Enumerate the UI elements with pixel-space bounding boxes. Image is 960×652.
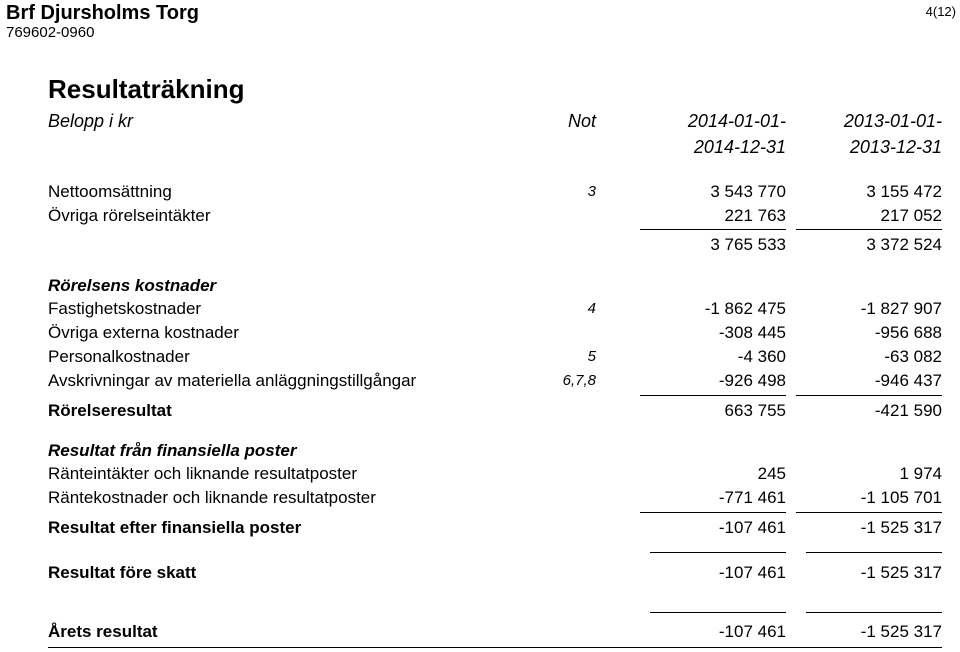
page-title: Resultaträkning <box>48 74 245 104</box>
row-value-2014: -308 445 <box>718 323 786 342</box>
column-header-period-2014 <box>640 108 786 160</box>
row-ovriga-rorelseintakter <box>0 204 960 228</box>
subtotal-line-2014 <box>650 552 786 553</box>
row-label: Nettoomsättning <box>48 182 172 201</box>
row-label: Ränteintäkter och liknande resultatposter <box>48 464 358 483</box>
section-heading: Resultat från finansiella poster <box>48 441 297 460</box>
row-value-2014: -107 461 <box>718 622 786 641</box>
row-arets-resultat <box>0 620 960 644</box>
row-value-2013: 217 052 <box>880 206 942 225</box>
row-value-2014: 245 <box>757 464 786 483</box>
row-value-2013: -1 827 907 <box>860 299 942 318</box>
row-value-2013: -1 525 317 <box>860 563 942 582</box>
row-label: Avskrivningar av materiella anläggningstillgångar <box>48 371 417 390</box>
column-header-amount: Belopp i kr <box>48 111 134 131</box>
row-note: 3 <box>587 183 596 200</box>
row-value-2014: -771 461 <box>718 488 786 507</box>
row-value-2013: -956 688 <box>874 323 942 342</box>
row-value-2014: 663 755 <box>724 401 786 420</box>
subtotal-line-2013 <box>796 512 942 513</box>
row-resultat-fore-skatt <box>0 561 960 585</box>
row-note: 5 <box>587 348 596 365</box>
subtotal-line-2013 <box>796 229 942 230</box>
period-2013-start: 2013-01-01- <box>843 111 942 131</box>
subtotal-line-2014 <box>640 229 786 230</box>
row-fastighetskostnader <box>0 297 960 321</box>
row-value-2014: -926 498 <box>718 371 786 390</box>
row-value-2014: -107 461 <box>718 563 786 582</box>
row-value-2013: 3 155 472 <box>866 182 942 201</box>
row-resultat-efter-finansiella-poster <box>0 516 960 540</box>
bottom-rule <box>48 647 942 648</box>
row-label: Resultat efter finansiella poster <box>48 518 302 537</box>
row-value-2014: -1 862 475 <box>704 299 786 318</box>
section-finansiella-poster <box>0 439 960 463</box>
row-label: Övriga externa kostnader <box>48 323 239 342</box>
company-name: Brf Djursholms Torg <box>6 2 199 24</box>
column-header-note: Not <box>567 111 596 131</box>
row-value-2013: -421 590 <box>874 401 942 420</box>
row-label: Fastighetskostnader <box>48 299 202 318</box>
period-2014-start: 2014-01-01- <box>687 111 786 131</box>
subtotal-line-2013 <box>796 395 942 396</box>
row-value-2014: -4 360 <box>737 347 786 366</box>
row-value-2013: -946 437 <box>874 371 942 390</box>
row-label: Räntekostnader och liknande resultatposter <box>48 488 376 507</box>
row-label: Personalkostnader <box>48 347 190 366</box>
row-value-2013: -63 082 <box>884 347 942 366</box>
subtotal-line-2014 <box>640 512 786 513</box>
subtotal-line-2013 <box>806 552 942 553</box>
row-value-2014: 3 543 770 <box>710 182 786 201</box>
row-nettoomsattning <box>0 180 960 204</box>
row-value-2013: -1 525 317 <box>860 518 942 537</box>
row-value-2014: -107 461 <box>718 518 786 537</box>
row-rorelseresultat <box>0 399 960 423</box>
period-2013-end: 2013-12-31 <box>849 137 942 157</box>
row-ovriga-externa-kostnader <box>0 321 960 345</box>
row-rantekostnader <box>0 486 960 510</box>
column-header-period-2013 <box>796 108 942 160</box>
row-label: Rörelseresultat <box>48 401 172 420</box>
row-value-2014: 221 763 <box>724 206 786 225</box>
subtotal-line-2013 <box>806 612 942 613</box>
org-number: 769602-0960 <box>6 24 95 41</box>
row-note: 4 <box>587 300 596 317</box>
row-avskrivningar <box>0 369 960 393</box>
section-rorelsens-kostnader <box>0 274 960 298</box>
section-heading: Rörelsens kostnader <box>48 276 217 295</box>
row-value-2014: 3 765 533 <box>710 235 786 254</box>
row-label: Resultat före skatt <box>48 563 197 582</box>
row-note: 6,7,8 <box>562 372 596 389</box>
period-2014-end: 2014-12-31 <box>693 137 786 157</box>
subtotal-line-2014 <box>650 612 786 613</box>
subtotal-line-2014 <box>640 395 786 396</box>
row-label: Övriga rörelseintäkter <box>48 206 211 225</box>
row-value-2013: 1 974 <box>899 464 942 483</box>
page-number: 4(12) <box>925 4 956 19</box>
row-value-2013: -1 525 317 <box>860 622 942 641</box>
row-label: Årets resultat <box>48 622 158 641</box>
row-summa-intakter <box>0 233 960 257</box>
row-personalkostnader <box>0 345 960 369</box>
row-value-2013: 3 372 524 <box>866 235 942 254</box>
row-value-2013: -1 105 701 <box>860 488 942 507</box>
row-ranteintakter <box>0 462 960 486</box>
